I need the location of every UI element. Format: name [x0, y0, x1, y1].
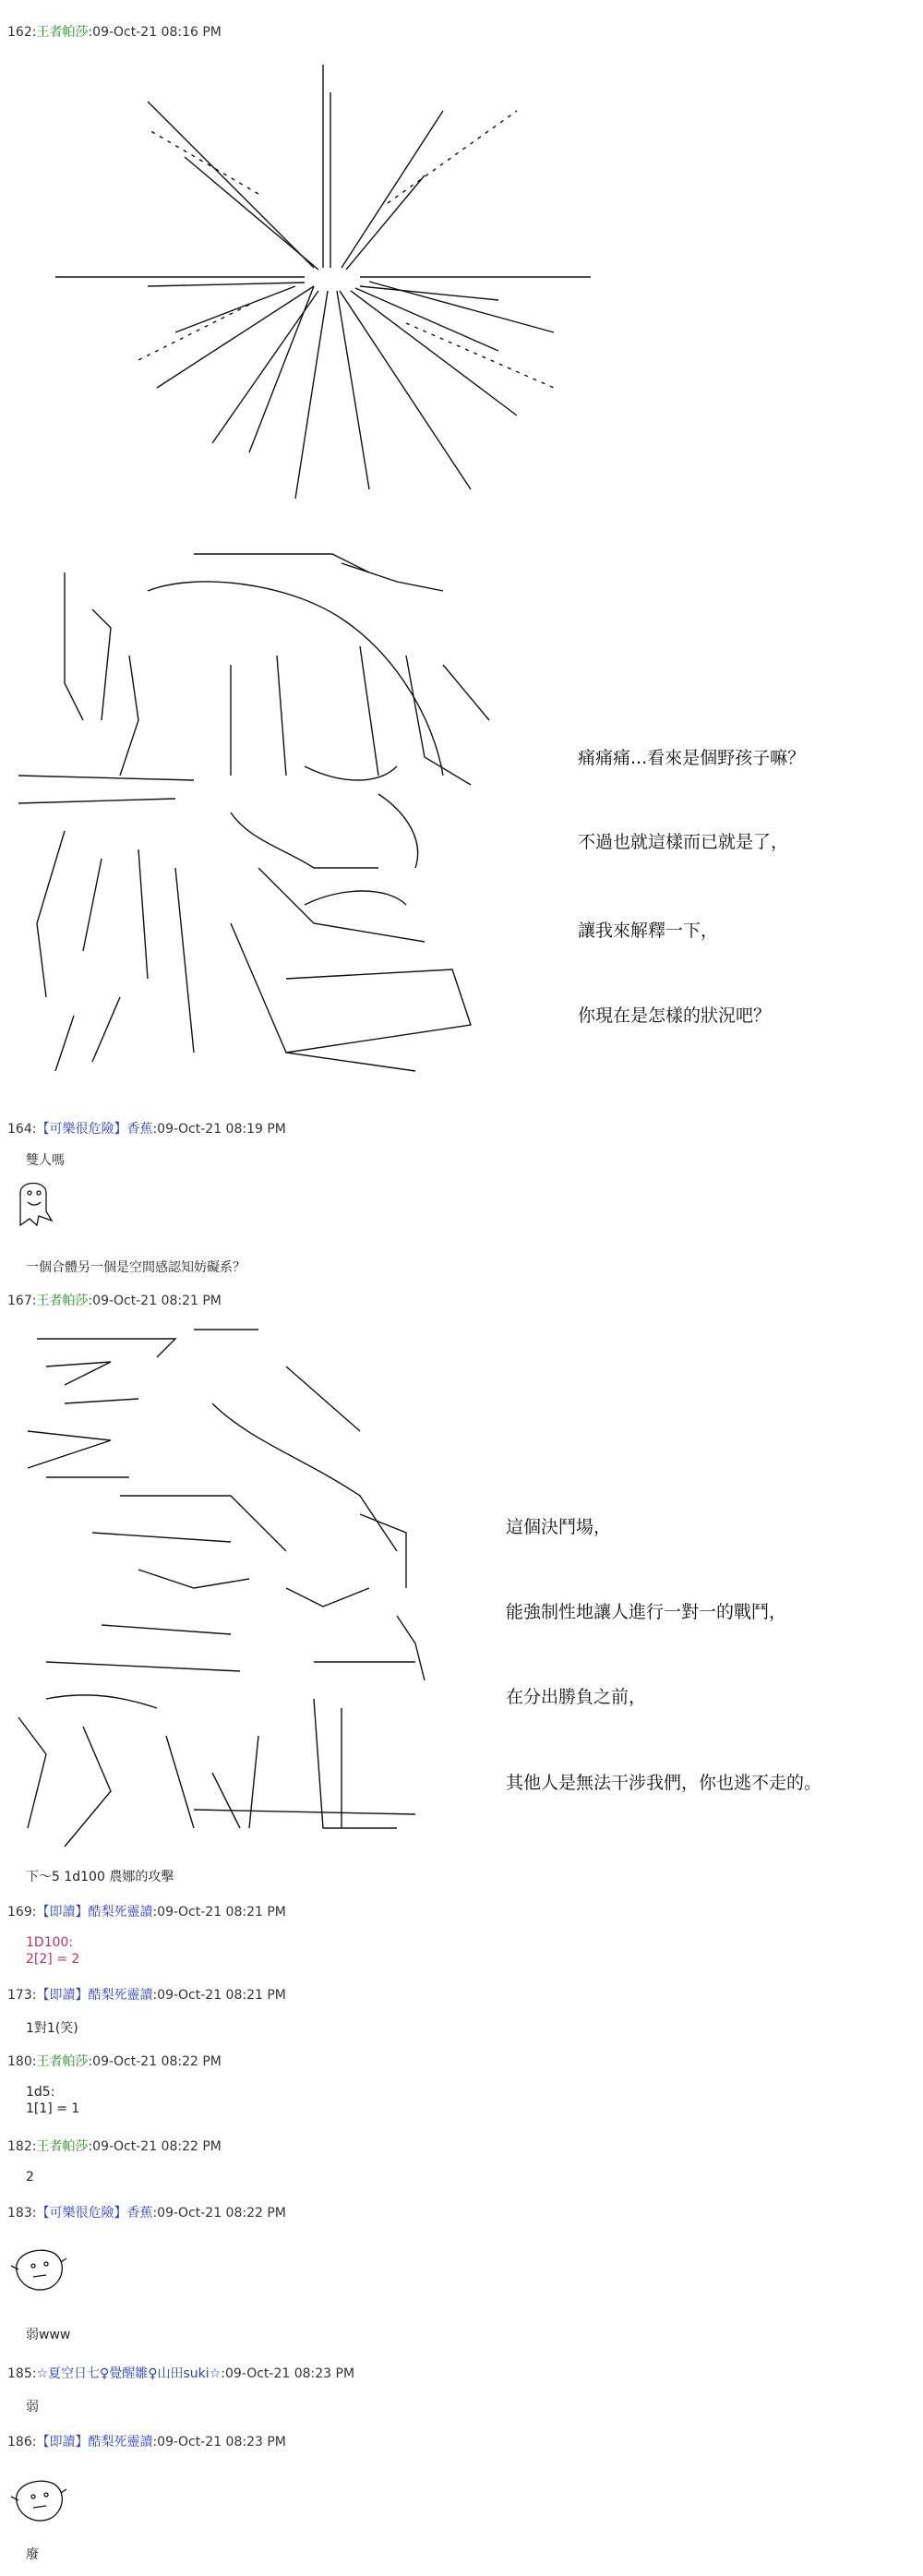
post-text: 下～5 1d100 農娜的攻擊 — [26, 1870, 174, 1884]
post-number: 164: — [7, 1122, 37, 1137]
post-number: 169: — [7, 1905, 37, 1920]
dialogue-line: 不過也就這樣而已就是了， — [578, 832, 789, 852]
dice-roll: 1d5: — [26, 2085, 55, 2100]
dialogue-line: 其他人是無法干涉我們，你也逃不走的。 — [506, 1773, 822, 1793]
post-header: 162:王者帕莎:09-Oct-21 08:16 PM — [7, 25, 222, 40]
dialogue-line: 痛痛痛...看來是個野孩子嘛？ — [578, 748, 806, 768]
face-emoticon — [9, 2244, 68, 2293]
explosion-ascii-art — [37, 55, 628, 517]
post-text: 弱www — [26, 2328, 71, 2342]
post-number: 183: — [7, 2206, 37, 2221]
poster-name[interactable]: 【即讀】酷梨死靈讀 — [36, 2435, 153, 2450]
post-date: 09-Oct-21 08:22 PM — [92, 2139, 222, 2154]
poster-name[interactable]: 王者帕莎 — [36, 2139, 89, 2154]
post-number: 186: — [7, 2435, 37, 2450]
post-date: 09-Oct-21 08:22 PM — [92, 2054, 222, 2069]
face-emoticon — [9, 2474, 68, 2524]
dialogue-line: 能強制性地讓人進行一對一的戰鬥， — [506, 1602, 787, 1622]
ghost-emoticon — [11, 1174, 55, 1230]
post-text: 廢 — [26, 2547, 39, 2562]
poster-name[interactable]: 【可樂很危險】香蕉 — [36, 2206, 153, 2221]
post-header: 182:王者帕莎:09-Oct-21 08:22 PM — [7, 2139, 222, 2154]
post-header: 186:【即讀】酷梨死靈讀:09-Oct-21 08:23 PM — [7, 2435, 286, 2450]
post-number: 180: — [7, 2054, 37, 2069]
post-number: 182: — [7, 2139, 37, 2154]
poster-name[interactable]: 【即讀】酷梨死靈讀 — [36, 1988, 153, 2003]
character-ascii-art — [9, 536, 508, 1080]
poster-name[interactable]: 王者帕莎 — [36, 25, 89, 40]
post-text: 2 — [26, 2170, 34, 2185]
post-date: 09-Oct-21 08:21 PM — [92, 1294, 222, 1308]
post-date: 09-Oct-21 08:19 PM — [157, 1122, 286, 1137]
post-header: 183:【可樂很危險】香蕉:09-Oct-21 08:22 PM — [7, 2206, 286, 2221]
character-ascii-art — [9, 1311, 452, 1856]
dialogue-line: 你現在是怎樣的狀況吧？ — [578, 1005, 772, 1026]
post-number: 162: — [7, 25, 37, 40]
dice-result: 2[2] = 2 — [26, 1952, 80, 1967]
poster-name[interactable]: 【即讀】酷梨死靈讀 — [36, 1905, 153, 1920]
post-header: 180:王者帕莎:09-Oct-21 08:22 PM — [7, 2054, 222, 2069]
dialogue-line: 讓我來解釋一下， — [578, 921, 719, 941]
dialogue-line: 這個決鬥場， — [506, 1517, 612, 1537]
post-header: 167:王者帕莎:09-Oct-21 08:21 PM — [7, 1294, 222, 1308]
poster-name[interactable]: ☆夏空日七♀覺醒雛♀山田suki☆ — [36, 2366, 222, 2381]
post-header: 185:☆夏空日七♀覺醒雛♀山田suki☆:09-Oct-21 08:23 PM — [7, 2366, 355, 2381]
post-number: 167: — [7, 1294, 37, 1308]
post-header: 169:【即讀】酷梨死靈讀:09-Oct-21 08:21 PM — [7, 1905, 286, 1920]
post-number: 185: — [7, 2366, 37, 2381]
poster-name[interactable]: 王者帕莎 — [36, 1294, 89, 1308]
post-header: 164:【可樂很危險】香蕉:09-Oct-21 08:19 PM — [7, 1122, 286, 1137]
post-date: 09-Oct-21 08:23 PM — [157, 2435, 286, 2450]
post-number: 173: — [7, 1988, 37, 2003]
post-text: 一個合體另一個是空間感認知妨礙系？ — [26, 1260, 246, 1275]
post-date: 09-Oct-21 08:23 PM — [224, 2366, 355, 2381]
post-text: 弱 — [26, 2400, 39, 2414]
post-date: 09-Oct-21 08:21 PM — [157, 1905, 286, 1920]
post-date: 09-Oct-21 08:21 PM — [157, 1988, 286, 2003]
post-date: 09-Oct-21 08:16 PM — [92, 25, 222, 40]
post-text: 雙人嗎 — [26, 1153, 65, 1168]
post-date: 09-Oct-21 08:22 PM — [157, 2206, 286, 2221]
dialogue-line: 在分出勝負之前， — [506, 1687, 647, 1707]
post-header: 173:【即讀】酷梨死靈讀:09-Oct-21 08:21 PM — [7, 1988, 286, 2003]
poster-name[interactable]: 【可樂很危險】香蕉 — [36, 1122, 153, 1137]
poster-name[interactable]: 王者帕莎 — [36, 2054, 89, 2069]
dice-result: 1[1] = 1 — [26, 2101, 80, 2116]
dice-roll: 1D100: — [26, 1935, 74, 1950]
post-text: 1對1(笑) — [26, 2021, 78, 2036]
